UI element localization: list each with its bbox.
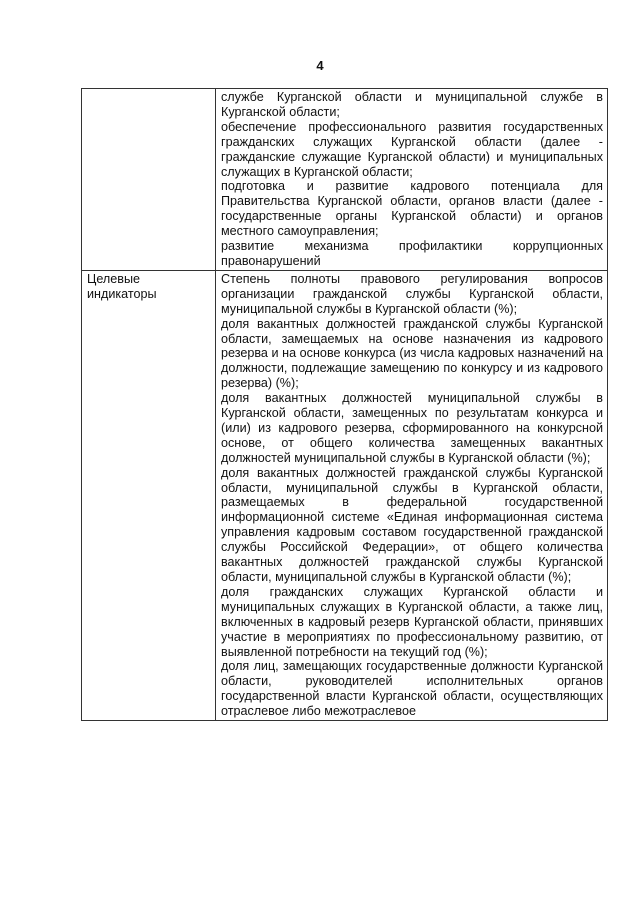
content-paragraph: доля гражданских служащих Курганской области и муниципальных служащих в Курганской области, а также лиц, включенных в кадровый резерв Курганской области, принявших участие в мероприятиях по профессиональному развитию, от выявленной потребности на текущий год (%);: [221, 584, 603, 659]
table-row: [82, 89, 608, 271]
content-paragraph: Степень полноты правового регулирования вопросов организации гражданской службы Курганской области, муниципальной службы в Курганской области (%);: [221, 271, 603, 316]
content-paragraph: развитие механизма профилактики коррупционных правонарушений: [221, 239, 603, 268]
content-paragraph: доля лиц, замещающих государственные должности Курганской области, руководителей исполнительных органов государственной власти Курганской области, осуществляющих отраслевое либо межотраслевое: [221, 659, 603, 719]
row-content: [216, 270, 608, 720]
content-paragraph: доля вакантных должностей муниципальной службы в Курганской области, замещенных по результатам конкурса и (или) из кадрового резерва, сформированного на конкурсной основе, от общего количества замещенных вакантных должностей муниципальной службы в Курганской области (%);: [221, 391, 603, 465]
content-paragraph: обеспечение профессионального развития государственных гражданских служащих Курганской области (далее - гражданские служащие Курганской области) и муниципальных служащих в Курганской области;: [221, 119, 603, 179]
page-number: 4: [316, 58, 324, 73]
content-paragraph: службе Курганской области и муниципальной службе в Курганской области;: [221, 90, 603, 119]
row-label: [82, 89, 216, 271]
row-content: [216, 89, 608, 271]
content-paragraph: доля вакантных должностей гражданской службы Курганской области, замещаемых на основе назначения из кадрового резерва и на основе конкурса (из числа кадровых назначений на должности, подлежащие замещению по конкурсу и из кадрового резерва) (%);: [221, 316, 603, 391]
table-row: [82, 270, 608, 720]
passport-table: [81, 88, 608, 721]
content-paragraph: подготовка и развитие кадрового потенциала для Правительства Курганской области, органов власти (далее - государственные органы Курганской области) и органов местного самоуправления;: [221, 179, 603, 239]
row-label: Целевые индикаторы: [82, 270, 216, 720]
content-paragraph: доля вакантных должностей гражданской службы Курганской области, муниципальной службы в Курганской области, размещаемых в федеральной государственной информационной системе «Единая информационная система управления кадровым составом государственной гражданской службы Российской Федерации», от общего количества вакантных должностей гражданской службы Курганской области, муниципальной службы в Курганской области (%);: [221, 465, 603, 584]
